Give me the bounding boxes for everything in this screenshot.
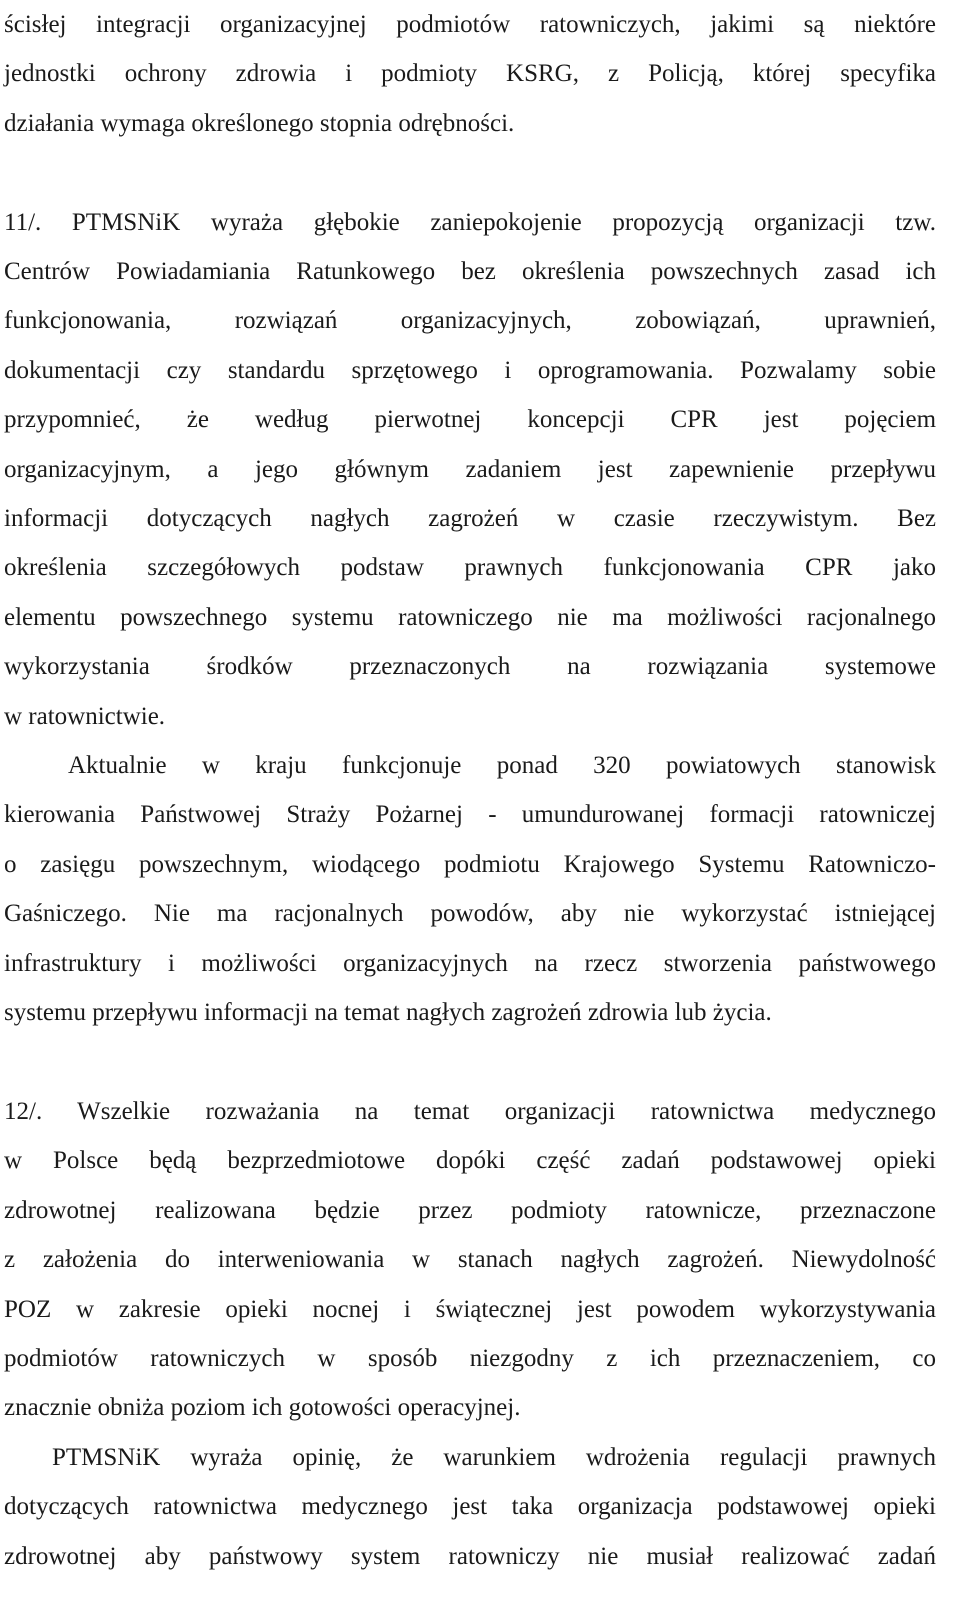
text-line: działania wymaga określonego stopnia odrębności. [4,109,515,137]
text-line: ścisłej integracji organizacyjnej podmiotów ratowniczych, jakimi są niektóre [4,11,936,38]
text-line: zdrowotnej aby państwowy system ratowniczy nie musiał realizować zadań [4,1542,936,1570]
text-line: infrastruktury i możliwości organizacyjnych na rzecz stworzenia państwowego [4,949,936,977]
text-line: Gaśniczego. Nie ma racjonalnych powodów, aby nie wykorzystać istniejącej [4,900,937,928]
text-line: w Polsce będą bezprzedmiotowe dopóki część zadań podstawowej opieki [4,1147,936,1175]
text-line: POZ w zakresie opieki nocnej i świątecznej jest powodem wykorzystywania [4,1295,936,1323]
paragraph-continuation [4,0,936,148]
text-line: elementu powszechnego systemu ratowniczego nie ma możliwości racjonalnego [4,603,936,631]
text-line: w ratownictwie. [4,702,166,730]
paragraph-infrastructure [4,741,936,1037]
paragraph-gap [4,1038,936,1087]
text-line: funkcjonowania, rozwiązań organizacyjnych, zobowiązań, uprawnień, [4,307,936,335]
text-line: kierowania Państwowej Straży Pożarnej - umundurowanej formacji ratowniczej [4,801,936,829]
text-line: podmiotów ratowniczych w sposób niezgodny z ich przeznaczeniem, co [4,1344,937,1372]
text-line: 12/. Wszelkie rozważania na temat organizacji ratownictwa medycznego [4,1097,936,1125]
text-line: informacji dotyczących nagłych zagrożeń w czasie rzeczywistym. Bez [4,505,937,533]
paragraph-point-12 [4,1087,936,1433]
text-line: 11/. PTMSNiK wyraża głębokie zaniepokojenie propozycją organizacji tzw. [4,208,936,236]
text-line: dotyczących ratownictwa medycznego jest taka organizacja podstawowej opieki [4,1493,936,1521]
text-line: zdrowotnej realizowana będzie przez podmioty ratownicze, przeznaczone [4,1196,936,1224]
text-line: Centrów Powiadamiania Ratunkowego bez określenia powszechnych zasad ich [4,258,937,286]
text-line: Aktualnie w kraju funkcjonuje ponad 320 powiatowych stanowisk [68,752,937,780]
text-line: określenia szczegółowych podstaw prawnych funkcjonowania CPR jako [4,554,936,582]
paragraph-point-11 [4,198,936,741]
paragraph-opinion [4,1433,936,1581]
text-line: organizacyjnym, a jego głównym zadaniem jest zapewnienie przepływu [4,455,937,483]
text-line: znacznie obniża poziom ich gotowości operacyjnej. [4,1394,521,1422]
paragraph-gap [4,148,936,197]
text-line: jednostki ochrony zdrowia i podmioty KSRG, z Policją, której specyfika [4,60,936,88]
document-page [4,0,936,1581]
text-line: PTMSNiK wyraża opinię, że warunkiem wdrożenia regulacji prawnych [52,1443,936,1471]
text-line: wykorzystania środków przeznaczonych na rozwiązania systemowe [4,653,936,681]
text-line: o zasięgu powszechnym, wiodącego podmiotu Krajowego Systemu Ratowniczo- [4,850,936,878]
text-line: dokumentacji czy standardu sprzętowego i oprogramowania. Pozwalamy sobie [4,356,936,384]
text-line: systemu przepływu informacji na temat nagłych zagrożeń zdrowia lub życia. [4,999,772,1027]
text-line: z założenia do interweniowania w stanach nagłych zagrożeń. Niewydolność [4,1246,937,1274]
text-line: przypomnieć, że według pierwotnej koncepcji CPR jest pojęciem [4,406,937,434]
